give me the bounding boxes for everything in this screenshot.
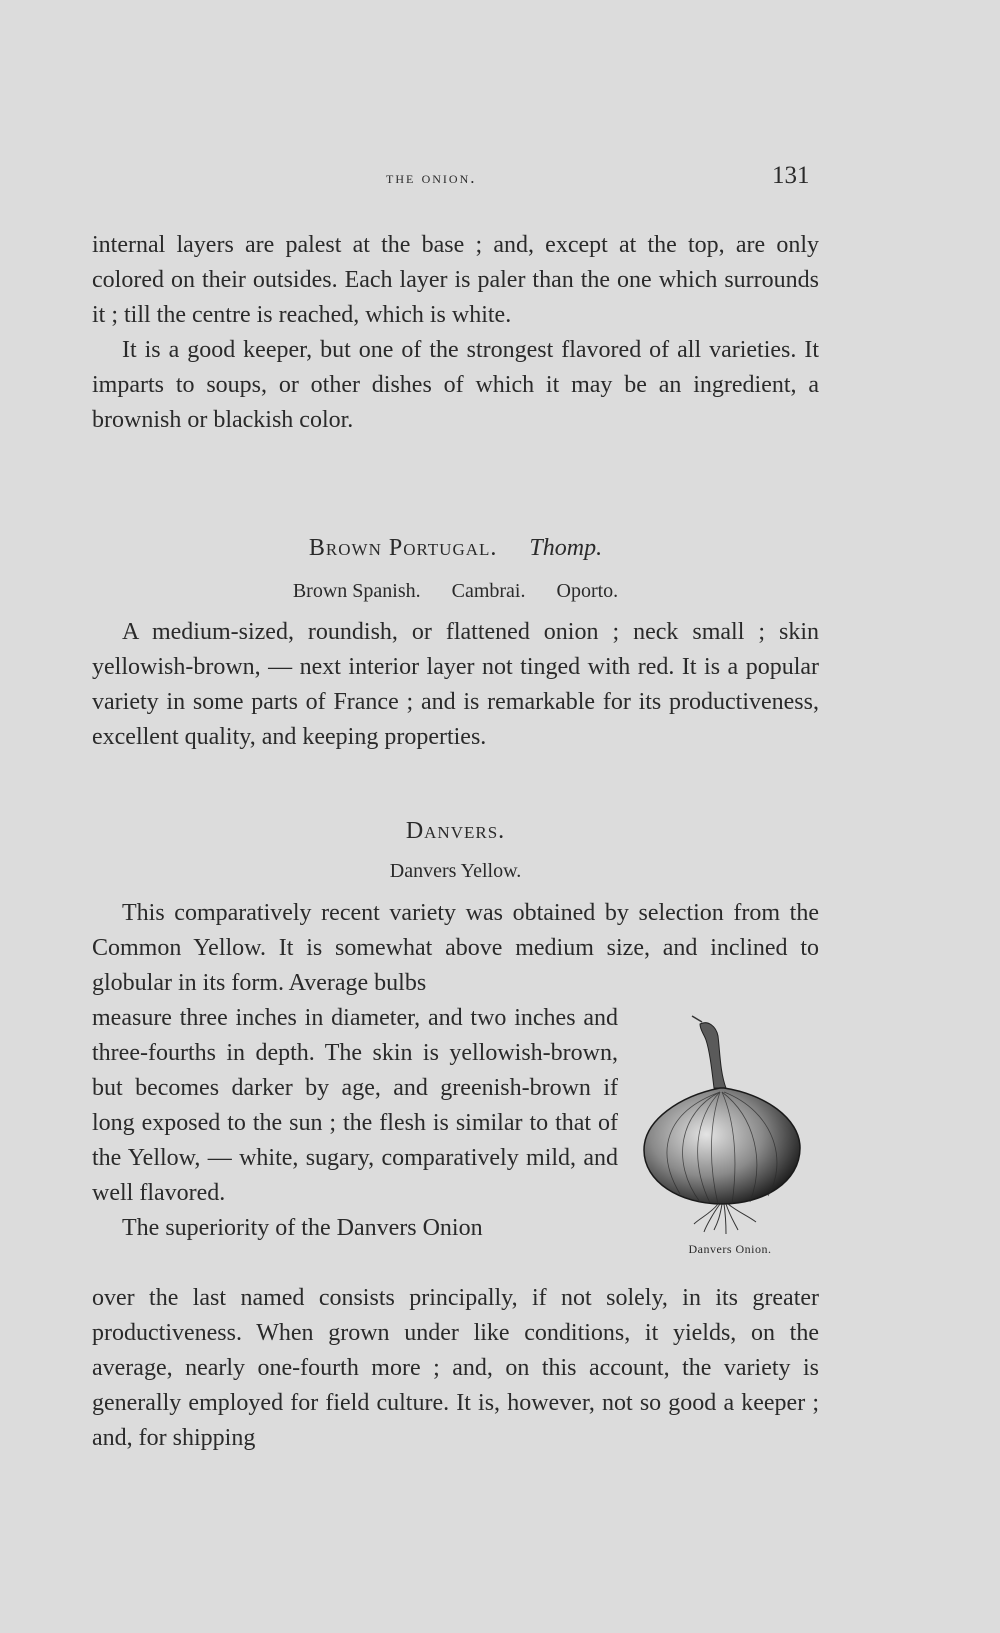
danvers-wrapped-text [92, 1001, 618, 1246]
page-number: 131 [772, 162, 810, 189]
variety-authority: Thomp. [529, 535, 603, 561]
danvers-paragraph-1-start: This comparatively recent variety was obtained by selection from the Common Yellow. It is somewhat above medium size, and inclined to globular in its form. Average bulbs [92, 900, 819, 996]
intro-paragraph-2: It is a good keeper, but one of the strongest flavored of all varieties. It imparts to soups, or other dishes of which it may be an ingredient, a brownish or blackish color. [92, 337, 819, 433]
brown-portugal-description: A medium-sized, roundish, or flattened onion ; neck small ; skin yellowish-brown, — next interior layer not tinged with red. It is a popular variety in some parts of France ; and is remarkable for its productiveness, excellent quality, and keeping properties. [92, 619, 819, 750]
danvers-paragraph-2-start: The superiority of the Danvers Onion [122, 1215, 483, 1241]
variety-name: Danvers. [405, 818, 506, 844]
synonym: Brown Spanish. [292, 580, 421, 602]
figure-caption: Danvers Onion. [688, 1242, 772, 1256]
running-title: the onion. [386, 168, 477, 187]
danvers-paragraph-2-continued: over the last named consists principally, if not solely, in its greater productiveness. When grown under like conditions, it yields, on the average, nearly one-fourth more ; and, on this account, the variety is generally employed for field culture. It is, however, not so good a keeper ; and, for shipping [92, 1285, 819, 1451]
synonym: Oporto. [556, 580, 619, 602]
danvers-paragraph-1-top [92, 896, 819, 1001]
brown-portugal-heading [92, 535, 819, 562]
brown-portugal-synonyms [92, 580, 819, 603]
variety-name: Brown Portugal. [308, 535, 498, 561]
danvers-heading [92, 818, 819, 845]
intro-text [92, 228, 819, 438]
danvers-onion-figure [640, 1012, 820, 1256]
danvers-synonyms [92, 860, 819, 883]
running-head [0, 162, 1000, 196]
danvers-paragraph-1-wrapped: measure three inches in diameter, and two inches and three-fourths in depth. The skin is yellowish-brown, but becomes darker by age, and greenish-brown if long exposed to the sun ; the flesh is similar to that of the Yellow, — white, sugary, comparatively mild, and well flavored. [92, 1005, 618, 1206]
synonym: Danvers Yellow. [389, 860, 522, 882]
intro-paragraph-1: internal layers are palest at the base ; and, except at the top, are only colored on their outsides. Each layer is paler than the one which surrounds it ; till the centre is reached, which is white. [92, 232, 819, 328]
danvers-paragraph-2-block [92, 1281, 819, 1456]
synonym: Cambrai. [451, 580, 526, 602]
brown-portugal-description-block [92, 615, 819, 755]
onion-illustration [640, 1012, 820, 1242]
